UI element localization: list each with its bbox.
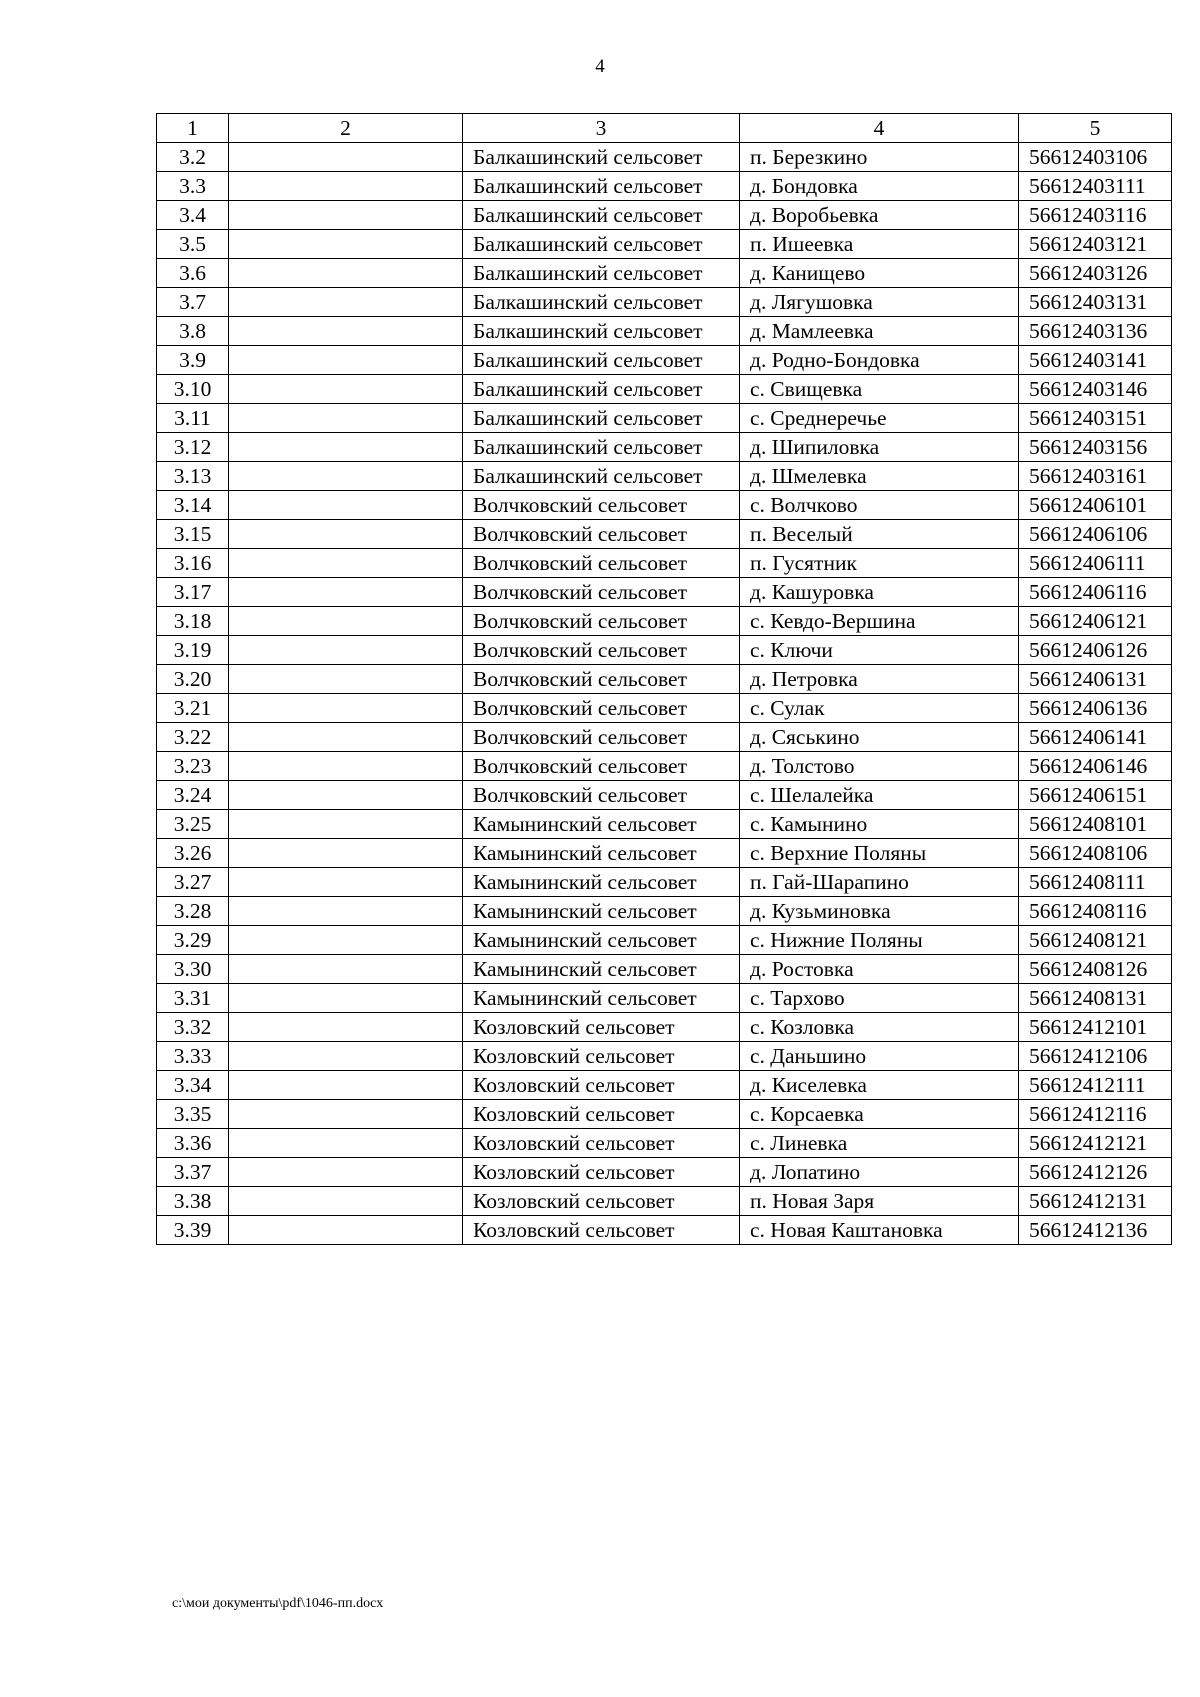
row-number-cell: 3.22 xyxy=(157,723,229,752)
oktmo-code-cell: 56612403156 xyxy=(1019,433,1172,462)
empty-cell xyxy=(229,549,463,578)
table-header xyxy=(157,114,1172,143)
settlement-cell: п. Гусятник xyxy=(740,549,1019,578)
header-row xyxy=(157,114,1172,143)
municipality-cell: Волчковский сельсовет xyxy=(463,491,740,520)
empty-cell xyxy=(229,1216,463,1245)
table-row xyxy=(157,288,1172,317)
oktmo-code-cell: 56612403141 xyxy=(1019,346,1172,375)
oktmo-code-cell: 56612412111 xyxy=(1019,1071,1172,1100)
settlement-cell: д. Мамлеевка xyxy=(740,317,1019,346)
settlement-cell: с. Свищевка xyxy=(740,375,1019,404)
table-row xyxy=(157,984,1172,1013)
empty-cell xyxy=(229,404,463,433)
table-row xyxy=(157,491,1172,520)
table-row xyxy=(157,433,1172,462)
settlement-cell: д. Кузьминовка xyxy=(740,897,1019,926)
municipality-cell: Козловский сельсовет xyxy=(463,1100,740,1129)
empty-cell xyxy=(229,346,463,375)
table-row xyxy=(157,172,1172,201)
settlement-cell: с. Среднеречье xyxy=(740,404,1019,433)
empty-cell xyxy=(229,230,463,259)
settlement-cell: д. Лопатино xyxy=(740,1158,1019,1187)
settlement-cell: д. Шмелевка xyxy=(740,462,1019,491)
settlement-cell: д. Воробьевка xyxy=(740,201,1019,230)
oktmo-code-cell: 56612408126 xyxy=(1019,955,1172,984)
table-row xyxy=(157,665,1172,694)
empty-cell xyxy=(229,1187,463,1216)
table-row xyxy=(157,781,1172,810)
empty-cell xyxy=(229,1129,463,1158)
municipality-cell: Козловский сельсовет xyxy=(463,1042,740,1071)
oktmo-code-cell: 56612408121 xyxy=(1019,926,1172,955)
table-row xyxy=(157,1187,1172,1216)
empty-cell xyxy=(229,1071,463,1100)
empty-cell xyxy=(229,636,463,665)
row-number-cell: 3.35 xyxy=(157,1100,229,1129)
row-number-cell: 3.23 xyxy=(157,752,229,781)
table-row xyxy=(157,810,1172,839)
table-row xyxy=(157,839,1172,868)
row-number-cell: 3.2 xyxy=(157,143,229,172)
oktmo-code-cell: 56612406126 xyxy=(1019,636,1172,665)
oktmo-code-cell: 56612403151 xyxy=(1019,404,1172,433)
table-row xyxy=(157,230,1172,259)
data-table xyxy=(156,113,1172,1245)
row-number-cell: 3.36 xyxy=(157,1129,229,1158)
oktmo-code-cell: 56612403136 xyxy=(1019,317,1172,346)
oktmo-code-cell: 56612412121 xyxy=(1019,1129,1172,1158)
column-header-4: 4 xyxy=(740,114,1019,143)
row-number-cell: 3.28 xyxy=(157,897,229,926)
municipality-cell: Камынинский сельсовет xyxy=(463,839,740,868)
municipality-cell: Козловский сельсовет xyxy=(463,1129,740,1158)
municipality-cell: Камынинский сельсовет xyxy=(463,810,740,839)
row-number-cell: 3.14 xyxy=(157,491,229,520)
table-row xyxy=(157,1129,1172,1158)
table-row xyxy=(157,404,1172,433)
empty-cell xyxy=(229,462,463,491)
row-number-cell: 3.18 xyxy=(157,607,229,636)
municipality-cell: Волчковский сельсовет xyxy=(463,723,740,752)
row-number-cell: 3.34 xyxy=(157,1071,229,1100)
empty-cell xyxy=(229,1100,463,1129)
settlement-cell: д. Ростовка xyxy=(740,955,1019,984)
settlement-cell: д. Родно-Бондовка xyxy=(740,346,1019,375)
table-row xyxy=(157,955,1172,984)
row-number-cell: 3.12 xyxy=(157,433,229,462)
settlement-cell: с. Кевдо-Вершина xyxy=(740,607,1019,636)
settlement-cell: с. Ключи xyxy=(740,636,1019,665)
table-row xyxy=(157,636,1172,665)
empty-cell xyxy=(229,694,463,723)
column-header-3: 3 xyxy=(463,114,740,143)
row-number-cell: 3.16 xyxy=(157,549,229,578)
empty-cell xyxy=(229,810,463,839)
municipality-cell: Камынинский сельсовет xyxy=(463,897,740,926)
oktmo-code-cell: 56612406151 xyxy=(1019,781,1172,810)
municipality-cell: Козловский сельсовет xyxy=(463,1158,740,1187)
table-row xyxy=(157,1013,1172,1042)
empty-cell xyxy=(229,520,463,549)
empty-cell xyxy=(229,259,463,288)
empty-cell xyxy=(229,201,463,230)
municipality-cell: Волчковский сельсовет xyxy=(463,607,740,636)
settlement-cell: с. Верхние Поляны xyxy=(740,839,1019,868)
oktmo-code-cell: 56612408111 xyxy=(1019,868,1172,897)
settlement-cell: с. Сулак xyxy=(740,694,1019,723)
oktmo-code-cell: 56612408131 xyxy=(1019,984,1172,1013)
row-number-cell: 3.5 xyxy=(157,230,229,259)
empty-cell xyxy=(229,752,463,781)
table-row xyxy=(157,317,1172,346)
empty-cell xyxy=(229,781,463,810)
row-number-cell: 3.26 xyxy=(157,839,229,868)
row-number-cell: 3.6 xyxy=(157,259,229,288)
table-row xyxy=(157,520,1172,549)
settlement-cell: д. Канищево xyxy=(740,259,1019,288)
settlement-cell: с. Тархово xyxy=(740,984,1019,1013)
settlement-cell: с. Нижние Поляны xyxy=(740,926,1019,955)
empty-cell xyxy=(229,143,463,172)
row-number-cell: 3.38 xyxy=(157,1187,229,1216)
row-number-cell: 3.19 xyxy=(157,636,229,665)
table-row xyxy=(157,201,1172,230)
municipality-cell: Балкашинский сельсовет xyxy=(463,288,740,317)
column-header-2: 2 xyxy=(229,114,463,143)
empty-cell xyxy=(229,1158,463,1187)
empty-cell xyxy=(229,897,463,926)
oktmo-code-cell: 56612406121 xyxy=(1019,607,1172,636)
column-header-5: 5 xyxy=(1019,114,1172,143)
oktmo-code-cell: 56612406131 xyxy=(1019,665,1172,694)
row-number-cell: 3.27 xyxy=(157,868,229,897)
oktmo-code-cell: 56612406136 xyxy=(1019,694,1172,723)
empty-cell xyxy=(229,723,463,752)
oktmo-code-cell: 56612403126 xyxy=(1019,259,1172,288)
table-row xyxy=(157,694,1172,723)
table-row xyxy=(157,926,1172,955)
row-number-cell: 3.39 xyxy=(157,1216,229,1245)
municipality-cell: Козловский сельсовет xyxy=(463,1216,740,1245)
oktmo-code-cell: 56612406141 xyxy=(1019,723,1172,752)
oktmo-code-cell: 56612412101 xyxy=(1019,1013,1172,1042)
table-row xyxy=(157,1042,1172,1071)
settlement-cell: д. Сяськино xyxy=(740,723,1019,752)
settlement-cell: д. Лягушовка xyxy=(740,288,1019,317)
row-number-cell: 3.9 xyxy=(157,346,229,375)
empty-cell xyxy=(229,1042,463,1071)
municipality-cell: Балкашинский сельсовет xyxy=(463,143,740,172)
oktmo-code-cell: 56612403116 xyxy=(1019,201,1172,230)
empty-cell xyxy=(229,288,463,317)
row-number-cell: 3.13 xyxy=(157,462,229,491)
municipality-cell: Козловский сельсовет xyxy=(463,1071,740,1100)
page-number: 4 xyxy=(595,56,605,77)
settlement-cell: с. Камынино xyxy=(740,810,1019,839)
row-number-cell: 3.25 xyxy=(157,810,229,839)
oktmo-code-cell: 56612403131 xyxy=(1019,288,1172,317)
table-row xyxy=(157,868,1172,897)
table-row xyxy=(157,259,1172,288)
oktmo-code-cell: 56612403121 xyxy=(1019,230,1172,259)
settlement-cell: с. Новая Каштановка xyxy=(740,1216,1019,1245)
municipality-cell: Козловский сельсовет xyxy=(463,1187,740,1216)
row-number-cell: 3.11 xyxy=(157,404,229,433)
oktmo-code-cell: 56612406116 xyxy=(1019,578,1172,607)
empty-cell xyxy=(229,926,463,955)
empty-cell xyxy=(229,607,463,636)
municipality-cell: Балкашинский сельсовет xyxy=(463,172,740,201)
municipality-cell: Волчковский сельсовет xyxy=(463,752,740,781)
row-number-cell: 3.37 xyxy=(157,1158,229,1187)
oktmo-code-cell: 56612406101 xyxy=(1019,491,1172,520)
table-row xyxy=(157,578,1172,607)
settlement-cell: д. Толстово xyxy=(740,752,1019,781)
municipality-cell: Балкашинский сельсовет xyxy=(463,259,740,288)
oktmo-code-cell: 56612412126 xyxy=(1019,1158,1172,1187)
row-number-cell: 3.24 xyxy=(157,781,229,810)
settlement-cell: д. Шипиловка xyxy=(740,433,1019,462)
row-number-cell: 3.7 xyxy=(157,288,229,317)
table-row xyxy=(157,1071,1172,1100)
settlement-cell: с. Линевка xyxy=(740,1129,1019,1158)
row-number-cell: 3.21 xyxy=(157,694,229,723)
municipality-cell: Балкашинский сельсовет xyxy=(463,462,740,491)
settlement-cell: п. Ишеевка xyxy=(740,230,1019,259)
oktmo-code-cell: 56612406111 xyxy=(1019,549,1172,578)
table-row xyxy=(157,752,1172,781)
oktmo-code-cell: 56612403106 xyxy=(1019,143,1172,172)
row-number-cell: 3.17 xyxy=(157,578,229,607)
municipality-cell: Волчковский сельсовет xyxy=(463,636,740,665)
settlement-cell: п. Веселый xyxy=(740,520,1019,549)
settlement-cell: п. Новая Заря xyxy=(740,1187,1019,1216)
row-number-cell: 3.30 xyxy=(157,955,229,984)
oktmo-code-cell: 56612412131 xyxy=(1019,1187,1172,1216)
municipality-cell: Волчковский сельсовет xyxy=(463,665,740,694)
table-body xyxy=(157,143,1172,1245)
table-row xyxy=(157,1100,1172,1129)
row-number-cell: 3.33 xyxy=(157,1042,229,1071)
table-row xyxy=(157,1158,1172,1187)
empty-cell xyxy=(229,984,463,1013)
oktmo-code-cell: 56612406146 xyxy=(1019,752,1172,781)
oktmo-code-cell: 56612403161 xyxy=(1019,462,1172,491)
settlement-cell: с. Даньшино xyxy=(740,1042,1019,1071)
empty-cell xyxy=(229,665,463,694)
empty-cell xyxy=(229,375,463,404)
settlement-cell: с. Козловка xyxy=(740,1013,1019,1042)
empty-cell xyxy=(229,955,463,984)
settlement-cell: п. Гай-Шарапино xyxy=(740,868,1019,897)
settlement-cell: с. Волчково xyxy=(740,491,1019,520)
municipality-cell: Балкашинский сельсовет xyxy=(463,433,740,462)
oktmo-code-cell: 56612412106 xyxy=(1019,1042,1172,1071)
settlement-cell: д. Петровка xyxy=(740,665,1019,694)
municipality-cell: Балкашинский сельсовет xyxy=(463,230,740,259)
municipality-cell: Балкашинский сельсовет xyxy=(463,404,740,433)
empty-cell xyxy=(229,433,463,462)
settlement-cell: п. Березкино xyxy=(740,143,1019,172)
table-row xyxy=(157,723,1172,752)
municipality-cell: Волчковский сельсовет xyxy=(463,781,740,810)
row-number-cell: 3.8 xyxy=(157,317,229,346)
municipality-cell: Камынинский сельсовет xyxy=(463,955,740,984)
row-number-cell: 3.32 xyxy=(157,1013,229,1042)
table-row xyxy=(157,375,1172,404)
municipality-cell: Камынинский сельсовет xyxy=(463,984,740,1013)
municipality-cell: Балкашинский сельсовет xyxy=(463,346,740,375)
table-row xyxy=(157,607,1172,636)
empty-cell xyxy=(229,1013,463,1042)
footer-file-path: c:\мои документы\pdf\1046-пп.docx xyxy=(172,1596,384,1611)
row-number-cell: 3.4 xyxy=(157,201,229,230)
empty-cell xyxy=(229,317,463,346)
oktmo-code-cell: 56612403146 xyxy=(1019,375,1172,404)
table-row xyxy=(157,897,1172,926)
settlement-cell: д. Кашуровка xyxy=(740,578,1019,607)
row-number-cell: 3.10 xyxy=(157,375,229,404)
row-number-cell: 3.31 xyxy=(157,984,229,1013)
oktmo-code-cell: 56612408116 xyxy=(1019,897,1172,926)
table-row xyxy=(157,143,1172,172)
municipality-cell: Волчковский сельсовет xyxy=(463,694,740,723)
settlement-cell: с. Корсаевка xyxy=(740,1100,1019,1129)
empty-cell xyxy=(229,578,463,607)
oktmo-code-cell: 56612412116 xyxy=(1019,1100,1172,1129)
municipality-cell: Камынинский сельсовет xyxy=(463,926,740,955)
municipality-cell: Камынинский сельсовет xyxy=(463,868,740,897)
oktmo-code-cell: 56612406106 xyxy=(1019,520,1172,549)
municipality-cell: Волчковский сельсовет xyxy=(463,520,740,549)
settlement-cell: д. Киселевка xyxy=(740,1071,1019,1100)
empty-cell xyxy=(229,491,463,520)
table-row xyxy=(157,462,1172,491)
table-row xyxy=(157,549,1172,578)
municipality-cell: Волчковский сельсовет xyxy=(463,549,740,578)
municipality-cell: Волчковский сельсовет xyxy=(463,578,740,607)
empty-cell xyxy=(229,868,463,897)
oktmo-code-cell: 56612408106 xyxy=(1019,839,1172,868)
row-number-cell: 3.20 xyxy=(157,665,229,694)
table-row xyxy=(157,346,1172,375)
settlement-cell: с. Шелалейка xyxy=(740,781,1019,810)
empty-cell xyxy=(229,839,463,868)
municipality-cell: Балкашинский сельсовет xyxy=(463,375,740,404)
oktmo-code-cell: 56612408101 xyxy=(1019,810,1172,839)
oktmo-code-cell: 56612403111 xyxy=(1019,172,1172,201)
table-row xyxy=(157,1216,1172,1245)
municipality-cell: Балкашинский сельсовет xyxy=(463,201,740,230)
row-number-cell: 3.15 xyxy=(157,520,229,549)
settlement-cell: д. Бондовка xyxy=(740,172,1019,201)
municipality-cell: Козловский сельсовет xyxy=(463,1013,740,1042)
column-header-1: 1 xyxy=(157,114,229,143)
row-number-cell: 3.3 xyxy=(157,172,229,201)
oktmo-code-cell: 56612412136 xyxy=(1019,1216,1172,1245)
row-number-cell: 3.29 xyxy=(157,926,229,955)
municipality-cell: Балкашинский сельсовет xyxy=(463,317,740,346)
empty-cell xyxy=(229,172,463,201)
